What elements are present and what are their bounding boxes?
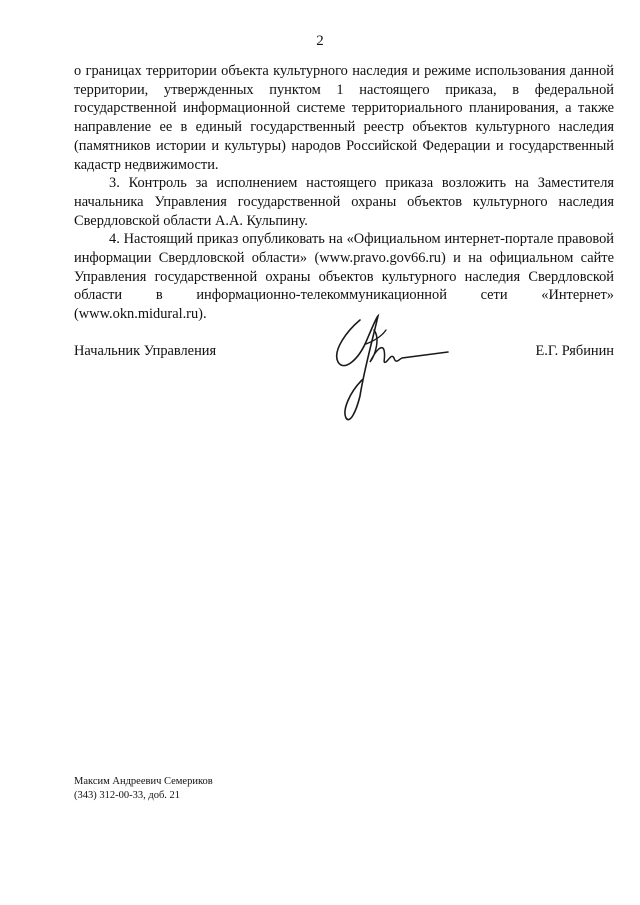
signatory-name: Е.Г. Рябинин	[535, 343, 614, 359]
handwritten-signature	[326, 300, 456, 430]
paragraph-continuation: о границах территории объекта культурного наследия и режиме использования данной территории, утвержденных пунктом 1 настоящего приказа, в федеральной государственной информационной системе территориального планирования, а также направление ее в единый государственный реестр объектов культурного наследия (памятников истории и культуры) народов Российской Федерации и государственный кадастр недвижимости.	[74, 63, 614, 173]
signatory-title: Начальник Управления	[74, 343, 217, 359]
page-number: 2	[316, 33, 324, 49]
executor-name: Максим Андреевич Семериков	[74, 776, 213, 787]
document-body	[74, 62, 614, 324]
executor-info	[74, 775, 213, 802]
executor-phone: (343) 312-00-33, доб. 21	[74, 789, 181, 801]
paragraph-item-3: 3. Контроль за исполнением настоящего приказа возложить на Заместителя начальника Управления государственной охраны объектов культурного наследия Свердловской области А.А. Кульпину.	[74, 175, 614, 229]
paragraph-item-4: 4. Настоящий приказ опубликовать на «Официальном интернет-портале правовой информации Свердловской области» (www.pravo.gov66.ru) и на официальном сайте Управления государственной охраны объектов культурного наследия Свердловской области в информационно-телекоммуникационной сети «Интернет» (www.okn.midural.ru).	[74, 231, 614, 323]
